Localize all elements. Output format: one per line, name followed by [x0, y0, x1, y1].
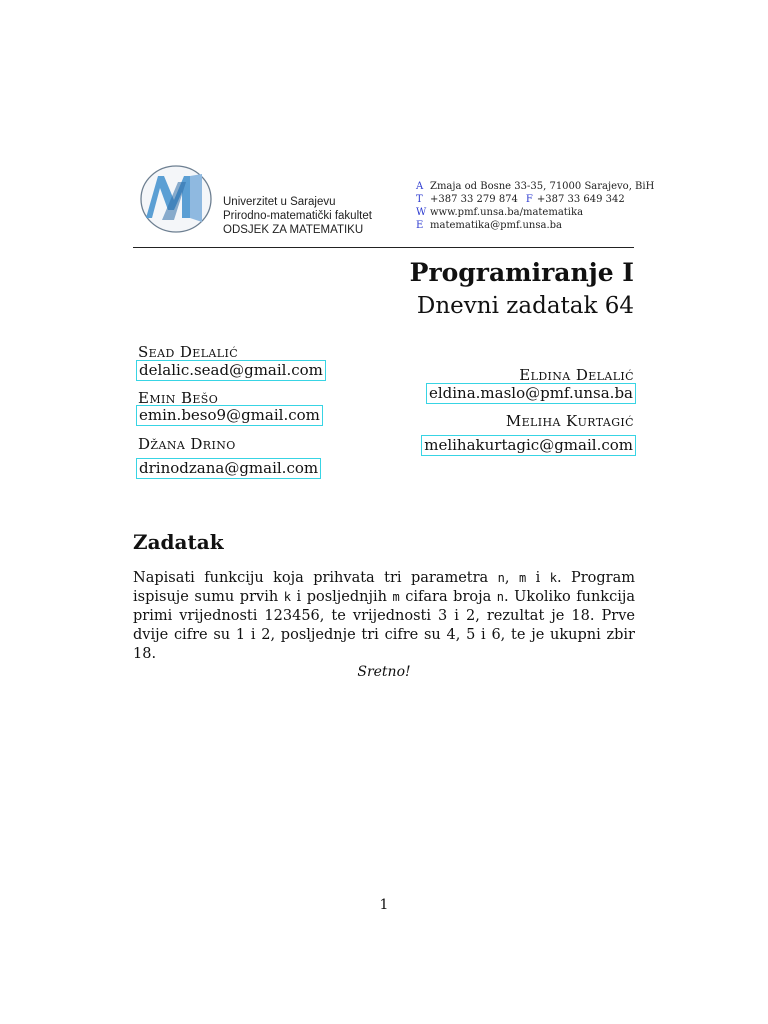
code-param: n	[497, 571, 505, 585]
university-logo	[138, 162, 214, 236]
document-subtitle: Dnevni zadatak 64	[416, 293, 634, 319]
email-text: matematika@pmf.unsa.ba	[430, 220, 562, 231]
author-name: Džana Drino	[138, 435, 236, 453]
author-name: Meliha Kurtagić	[505, 412, 634, 430]
page-number: 1	[379, 897, 389, 913]
task-text: cifara broja	[399, 589, 497, 605]
task-text: Napisati funkciju koja prihvata tri parametra	[133, 570, 498, 586]
task-text: . Program ispisuje sumu prvih	[133, 570, 636, 605]
task-text: i	[526, 570, 550, 586]
fax-key: F	[525, 194, 533, 205]
contact-phone-line	[416, 193, 654, 206]
author-email-link[interactable]: drinodzana@gmail.com	[136, 458, 321, 479]
author-name: Eldina Delalić	[519, 366, 634, 384]
author-name: Sead Delalić	[138, 343, 239, 361]
email-key: E	[416, 220, 424, 231]
section-heading: Zadatak	[133, 530, 224, 554]
header-divider	[133, 247, 634, 248]
task-text: . Ukoliko funkcija primi vrijednosti 123456, te vrijednosti 3 i 2, rezultat je 18. Prve dvije cifre su 1 i 2, posljednje tri cifre su 4, 5 i 6, te je ukupni zbir 18.	[133, 589, 635, 662]
contact-block	[416, 180, 654, 232]
code-param: k	[283, 590, 291, 604]
contact-email-line	[416, 219, 654, 232]
code-param: k	[549, 571, 557, 585]
author-email-link[interactable]: delalic.sead@gmail.com	[136, 360, 326, 381]
university-name: Univerzitet u Sarajevu	[223, 196, 336, 208]
address-text: Zmaja od Bosne 33-35, 71000 Sarajevo, BiH	[430, 181, 655, 192]
phone-text: +387 33 279 874	[430, 194, 518, 205]
document-title: Programiranje I	[409, 258, 634, 287]
faculty-name: Prirodno-matematički fakultet	[223, 210, 372, 222]
fax-text: +387 33 649 342	[536, 194, 625, 205]
web-text: www.pmf.unsa.ba/matematika	[430, 207, 584, 218]
task-paragraph	[133, 569, 635, 664]
closing-text: Sretno!	[357, 664, 411, 680]
author-name: Emin Bešo	[138, 389, 219, 407]
contact-address-line	[416, 180, 654, 193]
institution-block	[223, 195, 372, 237]
author-email-link[interactable]: emin.beso9@gmail.com	[136, 405, 323, 426]
task-text: i posljednjih	[290, 589, 393, 605]
phone-key: T	[416, 194, 423, 205]
task-text: ,	[504, 570, 519, 586]
code-param: m	[392, 590, 400, 604]
contact-web-line	[416, 206, 654, 219]
web-key: W	[416, 207, 427, 218]
author-email-link[interactable]: melihakurtagic@gmail.com	[421, 435, 636, 456]
author-email-link[interactable]: eldina.maslo@pmf.unsa.ba	[426, 383, 636, 404]
address-key: A	[416, 181, 424, 192]
code-param: m	[518, 571, 527, 585]
department-name: ODSJEK ZA MATEMATIKU	[223, 224, 364, 236]
code-param: n	[496, 590, 505, 604]
